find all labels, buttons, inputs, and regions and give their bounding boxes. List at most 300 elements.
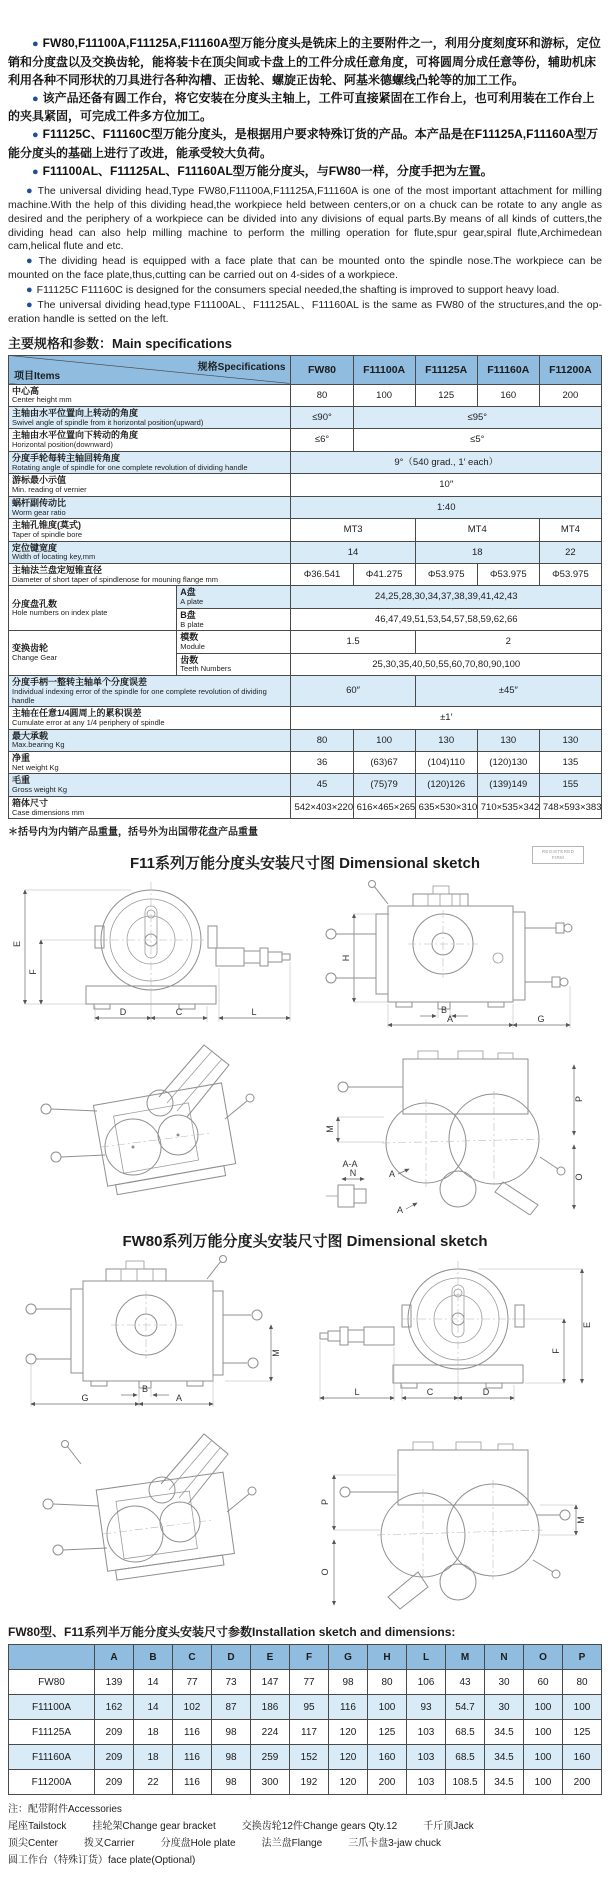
install-value-cell: 34.5 <box>485 1745 524 1770</box>
install-section-title: FW80型、F11系列半万能分度头安装尺寸参数Installation sketch and dimensions: <box>8 1625 456 1640</box>
spec-value-cell: MT3 <box>291 519 415 541</box>
install-value-cell: 300 <box>251 1770 290 1795</box>
install-table-row <box>9 1745 602 1770</box>
intro-zh-text: F11125C、F11160C型万能分度头，是根据用户要求特殊订货的产品。本产品是在F11125A,F11160A型万能分度头的基础上进行了改进，能承受较大负荷。 <box>8 127 599 160</box>
install-value-cell: 192 <box>290 1770 329 1795</box>
install-value-cell: 186 <box>251 1695 290 1720</box>
row-label-en: Taper of spindle bore <box>12 529 83 539</box>
spec-value-cell: 18 <box>415 541 539 563</box>
svg-text:A: A <box>388 1169 395 1180</box>
intro-zh-text: FW80,F11100A,F11125A,F11160A型万能分度头是铣床上的主要附件之一，利用分度刻度环和游标，定位销和分度盘以及交换齿轮，能将装卡在顶尖间或卡盘上的工件分成任意角度，可将圆周分成任意等份，辅助机床利用各种不同形状的刀具进行各种沟槽、正齿轮、螺旋正齿轮、阿基米德螺线凸轮等的加工工作。 <box>8 36 601 87</box>
install-value-cell: 259 <box>251 1745 290 1770</box>
spec-label-cell <box>9 429 291 451</box>
spec-label-cell <box>9 407 291 429</box>
spec-label-cell <box>9 496 291 518</box>
install-value-cell: 68.5 <box>446 1745 485 1770</box>
install-value-cell: 152 <box>290 1745 329 1770</box>
intro-zh-text: F11100AL、F11125AL、F11160AL型万能分度头，与FW80一样，分度手把为左置。 <box>42 163 493 178</box>
intro-en-text: The universal dividing head,type F11100AL、F11125AL、F11160AL is the same as FW80 of the structures,and the op-eration handle is setted on the left. <box>8 298 602 325</box>
row-label-en: Rotating angle of spindle for one complete revolution of dividing handle <box>12 462 248 472</box>
spec-value-cell: 160 <box>477 384 539 406</box>
bullet-icon: ● <box>26 185 34 197</box>
spec-value-cell: 542×403×220 <box>291 796 353 818</box>
accessory-item: 拨叉Carrier <box>84 1838 135 1850</box>
install-value-cell: 116 <box>329 1695 368 1720</box>
spec-value-cell: 710×535×342 <box>477 796 539 818</box>
spec-value-cell: 616×465×265 <box>353 796 415 818</box>
install-value-cell: 60 <box>524 1670 563 1695</box>
install-value-cell: 160 <box>563 1745 602 1770</box>
bullet-icon: ● <box>32 38 39 50</box>
spec-value-cell: Φ53.975 <box>477 563 539 585</box>
spec-table-row <box>9 751 602 773</box>
spec-label-cell <box>9 774 291 796</box>
svg-text:E: E <box>581 1322 592 1329</box>
corner-specs-label: 规格Specifications <box>197 361 286 373</box>
spec-section-title: 主要规格和参数：Main specifications <box>8 335 232 351</box>
accessories-notes <box>8 1801 602 1869</box>
spec-value-cell: 24,25,28,30,34,37,38,39,41,42,43 <box>291 586 602 608</box>
spec-value-cell: ±1′ <box>291 707 602 729</box>
install-value-cell: 93 <box>407 1695 446 1720</box>
install-value-cell: 73 <box>212 1670 251 1695</box>
spec-value-cell: 80 <box>291 729 353 751</box>
install-value-cell: 100 <box>524 1745 563 1770</box>
install-value-cell: 117 <box>290 1720 329 1745</box>
bullet-icon: ● <box>32 129 39 141</box>
install-value-cell: 200 <box>563 1770 602 1795</box>
install-value-cell: 87 <box>212 1695 251 1720</box>
install-value-cell: 18 <box>134 1745 173 1770</box>
spec-label-cell <box>9 384 291 406</box>
install-value-cell: 209 <box>95 1745 134 1770</box>
notes-line-3 <box>8 1852 602 1869</box>
accessory-item: 法兰盘Flange <box>261 1838 323 1850</box>
spec-value-cell: ±45″ <box>415 676 601 707</box>
spec-label-cell <box>9 519 291 541</box>
f11-sketch-grid <box>8 878 602 1220</box>
installation-dimensions-table <box>8 1644 602 1795</box>
model-header: FW80 <box>291 355 353 384</box>
spec-value-cell: 22 <box>539 541 601 563</box>
spec-value-cell: 635×530×310 <box>415 796 477 818</box>
accessory-item: 顶尖Center <box>8 1838 59 1850</box>
svg-text:G: G <box>80 1393 89 1404</box>
spec-value-cell: (120)126 <box>415 774 477 796</box>
row-label-en: Teeth Numbers <box>180 664 232 674</box>
svg-text:P: P <box>319 1499 330 1506</box>
install-value-cell: 116 <box>173 1720 212 1745</box>
install-column-header: D <box>212 1645 251 1670</box>
spec-group-label-cell <box>9 586 177 631</box>
notes-line-2 <box>8 1835 602 1852</box>
f11-rear-view-sketch <box>308 1037 600 1215</box>
row-label-en: Width of locating key,mm <box>12 552 96 562</box>
install-value-cell: 22 <box>134 1770 173 1795</box>
row-label-en: Horizontal position(downward) <box>12 440 113 450</box>
spec-label-cell <box>9 474 291 496</box>
row-label-en: Gross weight Kg <box>12 785 68 795</box>
spec-value-cell: Φ36.541 <box>291 563 353 585</box>
spec-value-cell: MT4 <box>415 519 539 541</box>
accessory-item: 挂轮架Change gear bracket <box>92 1821 216 1833</box>
spec-table-row <box>9 586 602 608</box>
row-label-zh: 游标最小示值 <box>12 475 67 486</box>
row-label-zh: 主轴由水平位置向上转动的角度 <box>12 408 139 419</box>
install-value-cell: 95 <box>290 1695 329 1720</box>
spec-value-cell: 155 <box>539 774 601 796</box>
install-value-cell: 98 <box>212 1770 251 1795</box>
install-value-cell: 100 <box>368 1695 407 1720</box>
model-header: F11160A <box>477 355 539 384</box>
spec-value-cell: 60″ <box>291 676 415 707</box>
install-model-cell: F11100A <box>9 1695 95 1720</box>
svg-text:L: L <box>353 1387 360 1398</box>
install-value-cell: 14 <box>134 1670 173 1695</box>
install-column-header: N <box>485 1645 524 1670</box>
spec-value-cell: ≤5° <box>353 429 601 451</box>
spec-value-cell: ≤6° <box>291 429 353 451</box>
bullet-icon: ● <box>32 165 39 178</box>
install-value-cell: 100 <box>524 1720 563 1745</box>
row-label-en: A plate <box>180 597 204 607</box>
install-column-header: O <box>524 1645 563 1670</box>
spec-sub-label-cell <box>177 608 291 630</box>
svg-text:A: A <box>175 1393 182 1404</box>
intro-en-paragraph <box>8 283 602 298</box>
row-label-en: Diameter of short taper of spindlenose for mouning flange mm <box>12 574 218 584</box>
install-value-cell: 160 <box>368 1745 407 1770</box>
install-value-cell: 43 <box>446 1670 485 1695</box>
row-label-zh: 主轴孔锥度(莫式) <box>12 520 81 531</box>
install-column-header: P <box>563 1645 602 1670</box>
install-corner-cell <box>9 1645 95 1670</box>
spec-value-cell: 200 <box>539 384 601 406</box>
row-label-zh: 定位键宽度 <box>12 542 58 553</box>
spec-value-cell: (139)149 <box>477 774 539 796</box>
spec-value-cell: 135 <box>539 751 601 773</box>
install-value-cell: 120 <box>329 1745 368 1770</box>
accessory-item: 千斤顶Jack <box>423 1821 474 1833</box>
spec-value-cell: 130 <box>539 729 601 751</box>
row-label-zh: B盘 <box>180 609 196 620</box>
accessory-item: 分度盘Hole plate <box>160 1838 236 1850</box>
row-label-en: Max.bearing Kg <box>12 740 65 750</box>
accessory-item: 三爪卡盘3-jaw chuck <box>348 1838 441 1850</box>
svg-text:D: D <box>482 1387 489 1398</box>
install-column-header: C <box>173 1645 212 1670</box>
row-label-en: Module <box>180 642 205 652</box>
install-value-cell: 116 <box>173 1745 212 1770</box>
spec-table-row <box>9 496 602 518</box>
install-column-header: A <box>95 1645 134 1670</box>
row-label-en: Case dimensions mm <box>12 807 85 817</box>
spec-table-row <box>9 796 602 818</box>
intro-zh-paragraph <box>8 125 602 162</box>
spec-value-cell: MT4 <box>539 519 601 541</box>
install-value-cell: 80 <box>563 1670 602 1695</box>
install-value-cell: 34.5 <box>485 1770 524 1795</box>
spec-label-cell <box>9 451 291 473</box>
spec-value-cell: 130 <box>415 729 477 751</box>
install-value-cell: 54.7 <box>446 1695 485 1720</box>
row-label-en: Hole numbers on index plate <box>12 608 108 618</box>
registered-firm-badge: REGISTERED FIRM <box>532 846 584 864</box>
row-label-en: B plate <box>180 619 204 629</box>
spec-value-cell: 100 <box>353 384 415 406</box>
spec-label-cell <box>9 751 291 773</box>
install-value-cell: 18 <box>134 1720 173 1745</box>
install-model-cell: F11160A <box>9 1745 95 1770</box>
row-label-zh: 毛重 <box>12 775 31 786</box>
install-column-header: G <box>329 1645 368 1670</box>
install-value-cell: 100 <box>563 1695 602 1720</box>
model-header: F11125A <box>415 355 477 384</box>
install-column-header: E <box>251 1645 290 1670</box>
svg-text:G: G <box>536 1014 545 1025</box>
spec-table-row <box>9 429 602 451</box>
row-label-zh: 箱体尺寸 <box>12 797 49 808</box>
notes-line-1 <box>8 1818 602 1835</box>
install-value-cell: 80 <box>368 1670 407 1695</box>
install-value-cell: 103 <box>407 1745 446 1770</box>
install-value-cell: 224 <box>251 1720 290 1745</box>
spec-label-cell <box>9 707 291 729</box>
intro-en-text: F11125C F11160C is designed for the consumers special needed,the shafting is improved to support heavy load. <box>36 284 560 297</box>
spec-sub-label-cell <box>177 631 291 653</box>
install-value-cell: 98 <box>212 1720 251 1745</box>
svg-text:L: L <box>250 1007 257 1018</box>
spec-value-cell: 748×593×383 <box>539 796 601 818</box>
row-label-en: Net weight Kg <box>12 762 59 772</box>
svg-text:P: P <box>573 1096 584 1103</box>
spec-table-row <box>9 729 602 751</box>
install-value-cell: 125 <box>563 1720 602 1745</box>
spec-value-cell: Φ53.975 <box>539 563 601 585</box>
row-label-zh: 分度手柄一整转主轴单个分度误差 <box>12 677 148 688</box>
spec-value-cell: 14 <box>291 541 415 563</box>
spec-value-cell: ≤95° <box>353 407 601 429</box>
accessory-item: 圆工作台（特殊订货）face plate(Optional) <box>8 1855 196 1867</box>
intro-zh-paragraph <box>8 162 602 181</box>
spec-value-cell: 2 <box>415 631 601 653</box>
spec-label-cell <box>9 541 291 563</box>
spec-table-row <box>9 676 602 707</box>
spec-value-cell: 36 <box>291 751 353 773</box>
install-model-cell: FW80 <box>9 1670 95 1695</box>
row-label-zh: 主轴法兰盘定短锥直径 <box>12 564 103 575</box>
spec-table-row <box>9 774 602 796</box>
f11-side-view-sketch <box>308 878 600 1030</box>
spec-table-row <box>9 541 602 563</box>
bullet-icon: ● <box>26 298 34 311</box>
row-label-zh: 净重 <box>12 752 31 763</box>
accessory-item: 交换齿轮12件Change gears Qty.12 <box>241 1821 398 1833</box>
fw80-sketch-grid <box>8 1255 602 1615</box>
svg-text:M: M <box>575 1516 586 1524</box>
fw80-sketch-title: FW80系列万能分度头安装尺寸图 Dimensional sketch <box>122 1233 488 1251</box>
row-label-en: Individual indexing error of the spindle for one complete revolution of dividing handle <box>12 686 267 705</box>
spec-label-cell <box>9 563 291 585</box>
install-value-cell: 98 <box>329 1670 368 1695</box>
row-label-en: Change Gear <box>12 653 58 663</box>
spec-table-row <box>9 563 602 585</box>
row-label-en: Swivel angle of spindle from it horizontal position(upward) <box>12 417 204 427</box>
bullet-icon: ● <box>32 92 39 105</box>
install-column-header: F <box>290 1645 329 1670</box>
spec-value-cell: (63)67 <box>353 751 415 773</box>
install-value-cell: 77 <box>173 1670 212 1695</box>
intro-chinese <box>8 34 602 180</box>
install-value-cell: 102 <box>173 1695 212 1720</box>
spec-table-row <box>9 707 602 729</box>
row-label-zh: 分度盘孔数 <box>12 598 58 609</box>
spec-value-cell: (120)130 <box>477 751 539 773</box>
row-label-en: Min. reading of vernier <box>12 485 87 495</box>
install-model-cell: F11125A <box>9 1720 95 1745</box>
spec-table-row <box>9 407 602 429</box>
intro-en-text: The universal dividing head,Type FW80,F11100A,F11125A,F11160A is one of the most important attachment for milling machine.With the help of this dividing head,the workpiece held between centers,or on a chuck can be rotate to any angle as desired and the periphery of a workpiece can be divided into any divisions of equal parts.By means of all kinds of cutters,the dividing head can also help milling machine to perform the milling operation for flute,spur gear,spiral flute,Archimedean cam,helical flute and etc. <box>8 185 602 253</box>
spec-sub-label-cell <box>177 586 291 608</box>
install-table-row <box>9 1670 602 1695</box>
spec-value-cell: Φ53.975 <box>415 563 477 585</box>
install-column-header: M <box>446 1645 485 1670</box>
spec-table-row <box>9 631 602 653</box>
svg-text:C: C <box>426 1387 433 1398</box>
svg-text:N: N <box>349 1168 356 1179</box>
spec-value-cell: 130 <box>477 729 539 751</box>
spec-value-cell: Φ41.275 <box>353 563 415 585</box>
install-value-cell: 147 <box>251 1670 290 1695</box>
spec-table-row <box>9 451 602 473</box>
install-value-cell: 100 <box>524 1770 563 1795</box>
install-column-header: B <box>134 1645 173 1670</box>
spec-sub-label-cell <box>177 653 291 675</box>
svg-text:H: H <box>340 954 351 962</box>
fw80-rear-view-sketch <box>308 1420 600 1610</box>
spec-value-cell: 100 <box>353 729 415 751</box>
install-table-row <box>9 1695 602 1720</box>
svg-text:F: F <box>550 1348 561 1354</box>
install-value-cell: 120 <box>329 1720 368 1745</box>
intro-zh-paragraph <box>8 89 602 126</box>
model-header: F11100A <box>353 355 415 384</box>
install-value-cell: 100 <box>524 1695 563 1720</box>
row-label-en: Cumulate error at any 1/4 periphery of spindle <box>12 717 165 727</box>
row-label-zh: 中心高 <box>12 385 40 396</box>
spec-value-cell: 10″ <box>291 474 602 496</box>
spec-corner-cell <box>9 355 291 384</box>
svg-text:A: A <box>396 1205 403 1216</box>
row-label-zh: 主轴在任意1/4圆周上的累积误差 <box>12 708 142 719</box>
row-label-zh: 模数 <box>180 632 199 643</box>
fw80-side-view-sketch <box>11 1255 303 1413</box>
svg-text:D: D <box>119 1007 126 1018</box>
intro-en-paragraph <box>8 254 602 283</box>
spec-value-cell: 80 <box>291 384 353 406</box>
install-value-cell: 108.5 <box>446 1770 485 1795</box>
svg-text:M: M <box>270 1349 281 1357</box>
install-value-cell: 30 <box>485 1670 524 1695</box>
intro-english <box>8 184 602 327</box>
intro-zh-text: 该产品还备有圆工作台，将它安装在分度头主轴上，工件可直接紧固在工作台上，也可利用装在工作台上的夹具紧固，可完成工件多方位加工。 <box>8 90 595 123</box>
install-value-cell: 98 <box>212 1745 251 1770</box>
spec-value-cell: ≤90° <box>291 407 353 429</box>
spec-value-cell: 1:40 <box>291 496 602 518</box>
spec-header-row <box>9 355 602 384</box>
install-value-cell: 68.5 <box>446 1720 485 1745</box>
svg-text:A-A: A-A <box>341 1159 358 1170</box>
spec-table-row <box>9 474 602 496</box>
spec-value-cell: 9°（540 grad., 1′ each） <box>291 451 602 473</box>
main-specifications-table <box>8 355 602 820</box>
spec-footnote: ＊括号内为内销产品重量，括号外为出国带花盘产品重量 <box>8 827 258 839</box>
intro-en-paragraph <box>8 184 602 254</box>
install-value-cell: 34.5 <box>485 1720 524 1745</box>
install-value-cell: 120 <box>329 1770 368 1795</box>
install-value-cell: 30 <box>485 1695 524 1720</box>
svg-text:M: M <box>324 1125 335 1133</box>
spec-label-cell <box>9 676 291 707</box>
install-value-cell: 200 <box>368 1770 407 1795</box>
spec-value-cell: 1.5 <box>291 631 415 653</box>
install-value-cell: 14 <box>134 1695 173 1720</box>
f11-front-view-sketch <box>11 878 303 1030</box>
install-value-cell: 103 <box>407 1720 446 1745</box>
notes-title: 注：配带附件Accessories <box>8 1804 122 1816</box>
bullet-icon: ● <box>26 255 35 268</box>
corner-items-label: 项目Items <box>14 370 61 382</box>
row-label-zh: 分度手轮每转主轴回转角度 <box>12 452 121 463</box>
row-label-zh: 主轴由水平位置向下转动的角度 <box>12 430 139 441</box>
intro-en-paragraph <box>8 298 602 327</box>
spec-value-cell: 25,30,35,40,50,55,60,70,80,90,100 <box>291 653 602 675</box>
svg-text:E: E <box>11 941 22 948</box>
install-value-cell: 103 <box>407 1770 446 1795</box>
row-label-zh: 蜗杆副传动比 <box>12 497 67 508</box>
svg-text:O: O <box>573 1173 584 1181</box>
install-header-row <box>9 1645 602 1670</box>
svg-text:B: B <box>440 1005 447 1016</box>
intro-en-text: The dividing head is equipped with a face plate that can be mounted onto the spindle nose.The workpiece can be mounted on the face plate,thus,cutting can be carried out on 4-sides of a workpiece. <box>8 255 602 282</box>
spec-label-cell <box>9 796 291 818</box>
install-value-cell: 139 <box>95 1670 134 1695</box>
install-model-cell: F11200A <box>9 1770 95 1795</box>
spec-value-cell: (75)79 <box>353 774 415 796</box>
install-value-cell: 209 <box>95 1720 134 1745</box>
spec-value-cell: (104)110 <box>415 751 477 773</box>
install-value-cell: 106 <box>407 1670 446 1695</box>
fw80-front-view-sketch <box>308 1255 600 1413</box>
intro-zh-paragraph <box>8 34 602 89</box>
install-value-cell: 116 <box>173 1770 212 1795</box>
install-table-row <box>9 1720 602 1745</box>
install-column-header: H <box>368 1645 407 1670</box>
svg-text:O: O <box>319 1568 330 1576</box>
accessory-item: 尾座Tailstock <box>8 1821 67 1833</box>
svg-text:B: B <box>141 1384 148 1395</box>
spec-label-cell <box>9 729 291 751</box>
bullet-icon: ● <box>26 284 33 297</box>
fw80-tilted-view-sketch <box>11 1420 303 1592</box>
svg-text:F: F <box>27 969 38 975</box>
f11-tilted-view-sketch <box>11 1037 303 1205</box>
install-value-cell: 77 <box>290 1670 329 1695</box>
install-value-cell: 209 <box>95 1770 134 1795</box>
spec-table-row <box>9 384 602 406</box>
row-label-en: Center height mm <box>12 395 72 405</box>
install-value-cell: 125 <box>368 1720 407 1745</box>
